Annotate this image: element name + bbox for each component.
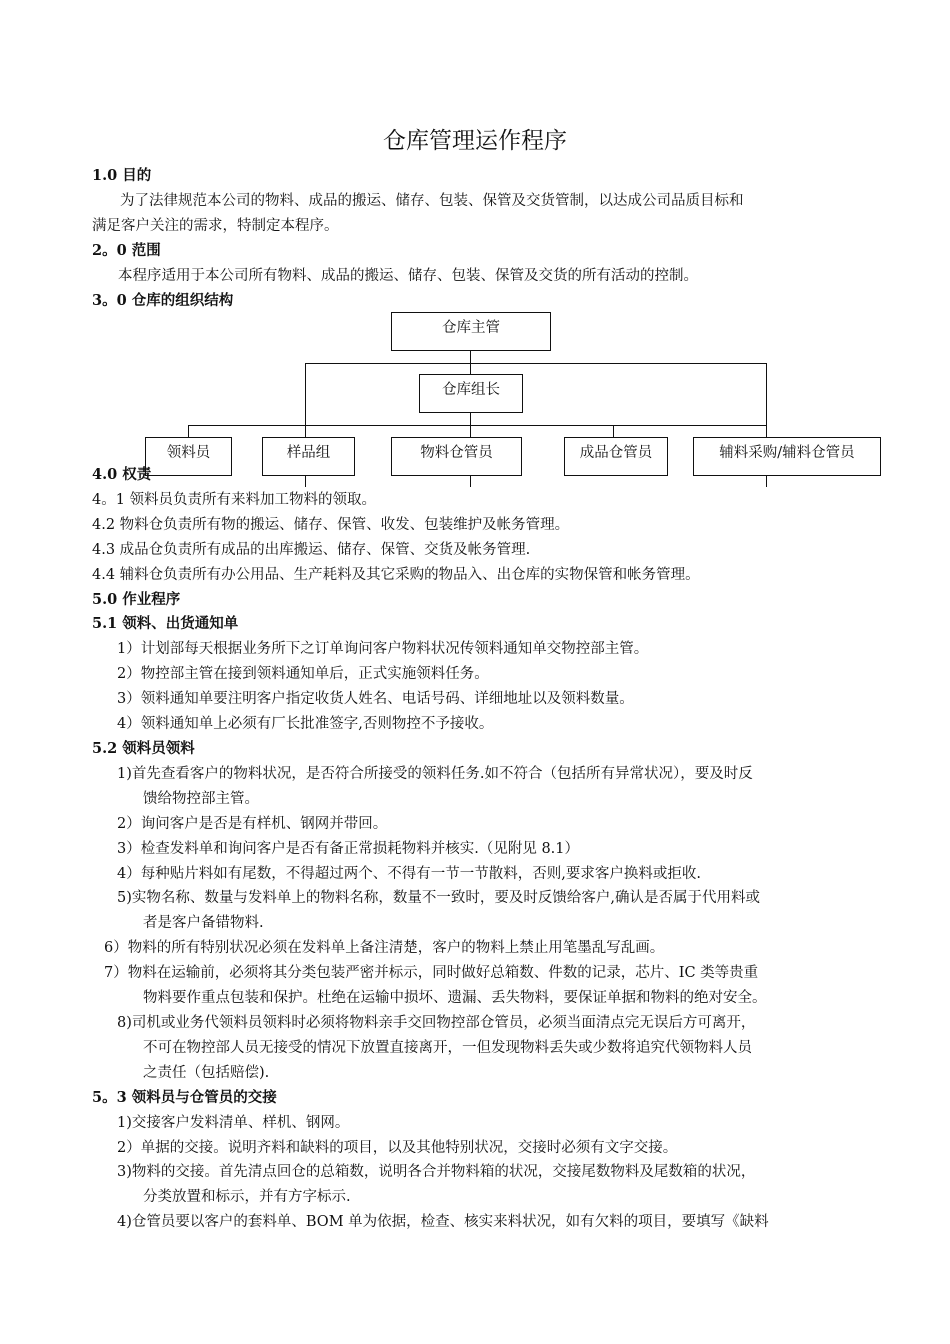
section-5-2-item-7-line-2: 物料要作重点包装和保护。杜绝在运输中损坏、遗漏、丢失物料，要保证单据和物料的绝对安全。 — [143, 990, 767, 1006]
section-5-3-item-1: 1)交接客户发料清单、样机、钢网。 — [117, 1115, 350, 1131]
section-5-2-item-5-line-1: 5)实物名称、数量与发料单上的物料名称，数量不一致时，要及时反馈给客户,确认是否属于代用料或 — [117, 890, 760, 906]
section-5-2-item-8-line-1: 8)司机或业务代领料员领料时必须将物料亲手交回物控部仓管员，必须当面清点完无误后方可离开， — [117, 1015, 756, 1031]
org-box-warehouse-supervisor: 仓库主管 — [391, 312, 551, 351]
section-4-item-2: 4.2 物料仓负责所有物的搬运、储存、保管、收发、包装维护及帐务管理。 — [92, 517, 570, 533]
section-4-item-3: 4.3 成品仓负责所有成品的出库搬运、储存、保管、交货及帐务管理. — [92, 542, 531, 558]
section-2-heading: 2。0 范围 — [92, 242, 161, 259]
org-box-finished-goods-keeper: 成品仓管员 — [564, 437, 668, 476]
org-box-warehouse-team-leader: 仓库组长 — [419, 374, 523, 413]
connector-top-to-mid — [470, 350, 471, 374]
section-5-3-item-4: 4)仓管员要以客户的套料单、BOM 单为依据，检查、核实来料状况，如有欠料的项目，要填写《缺料 — [117, 1214, 769, 1230]
section-2-paragraph: 本程序适用于本公司所有物料、成品的搬运、储存、包装、保管及交货的所有活动的控制。 — [118, 268, 698, 284]
connector-b1-drop — [188, 425, 189, 437]
section-5-2-item-6: 6）物料的所有特别状况必须在发料单上备注清楚，客户的物料上禁止用笔墨乱写乱画。 — [104, 940, 665, 956]
connector-upper-bar — [305, 363, 766, 364]
section-5-2-item-4: 4）每种贴片料如有尾数，不得超过两个、不得有一节一节散料，否则,要求客户换料或拒收. — [117, 866, 701, 882]
section-5-1-item-1: 1）计划部每天根据业务所下之订单询问客户物料状况传领料通知单交物控部主管。 — [117, 641, 649, 657]
section-5-2-item-1-line-1: 1)首先查看客户的物料状况，是否符合所接受的领料任务.如不符合（包括所有异常状况），要及时反 — [117, 766, 753, 782]
section-5-2-item-2: 2）询问客户是否是有样机、钢网并带回。 — [117, 816, 388, 832]
org-box-material-picker: 领料员 — [145, 437, 232, 476]
section-5-2-item-8-line-2: 不可在物控部人员无接受的情况下放置直接离开，一但发现物料丢失或少数将追究代领物料人员 — [143, 1040, 752, 1056]
section-5-1-item-4: 4）领料通知单上必须有厂长批准签字,否则物控不予接收。 — [117, 716, 494, 732]
section-5-1-item-2: 2）物控部主管在接到领料通知单后，正式实施领料任务。 — [117, 666, 489, 682]
section-1-paragraph-line-1: 为了法律规范本公司的物料、成品的搬运、储存、包装、保管及交货管制，以达成公司品质目标和 — [120, 193, 744, 209]
section-5-1-heading: 5.1 领料、出货通知单 — [92, 615, 239, 632]
section-3-heading: 3。0 仓库的组织结构 — [92, 292, 234, 309]
document-title: 仓库管理运作程序 — [383, 128, 567, 154]
section-4-heading: 4.0 权责 — [92, 466, 152, 483]
section-5-1-item-3: 3）领料通知单要注明客户指定收货人姓名、电话号码、详细地址以及领料数量。 — [117, 691, 634, 707]
section-5-2-heading: 5.2 领料员领料 — [92, 740, 195, 757]
section-5-2-item-5-line-2: 者是客户备错物料. — [143, 915, 264, 931]
section-5-2-item-3: 3）检查发料单和询问客户是否有备正常损耗物料并核实.（见附见 8.1） — [117, 841, 580, 857]
section-4-item-4: 4.4 辅料仓负责所有办公用品、生产耗料及其它采购的物品入、出仓库的实物保管和帐务管理。 — [92, 567, 700, 583]
section-5-3-item-3-line-2: 分类放置和标示，并有方字标示. — [143, 1189, 351, 1205]
section-5-3-heading: 5。3 领料员与仓管员的交接 — [92, 1089, 277, 1106]
org-box-auxiliary-purchasing-keeper: 辅料采购/辅料仓管员 — [693, 437, 881, 476]
section-5-3-item-3-line-1: 3)物料的交接。首先清点回仓的总箱数，说明各合并物料箱的状况，交接尾数物料及尾数箱的状况， — [117, 1164, 756, 1180]
connector-b4-drop — [613, 425, 614, 437]
section-1-heading: 1.0 目的 — [92, 167, 152, 184]
section-5-2-item-8-line-3: 之责任（包括赔偿). — [143, 1065, 270, 1081]
section-5-2-item-1-line-2: 馈给物控部主管。 — [143, 791, 259, 807]
section-1-paragraph-line-2: 满足客户关注的需求，特制定本程序。 — [92, 218, 339, 234]
section-5-heading: 5.0 作业程序 — [92, 591, 181, 608]
section-5-2-item-7-line-1: 7）物料在运输前，必须将其分类包装严密并标示，同时做好总箱数、件数的记录，芯片、IC 类等贵重 — [104, 965, 759, 981]
connector-lower-bar — [188, 425, 766, 426]
org-box-sample-group: 样品组 — [262, 437, 355, 476]
section-4-item-1: 4。1 领料员负责所有来料加工物料的领取。 — [92, 492, 377, 508]
org-box-material-keeper: 物料仓管员 — [391, 437, 522, 476]
section-5-3-item-2: 2）单据的交接。说明齐料和缺料的项目，以及其他特别状况，交接时必须有文字交接。 — [117, 1140, 678, 1156]
